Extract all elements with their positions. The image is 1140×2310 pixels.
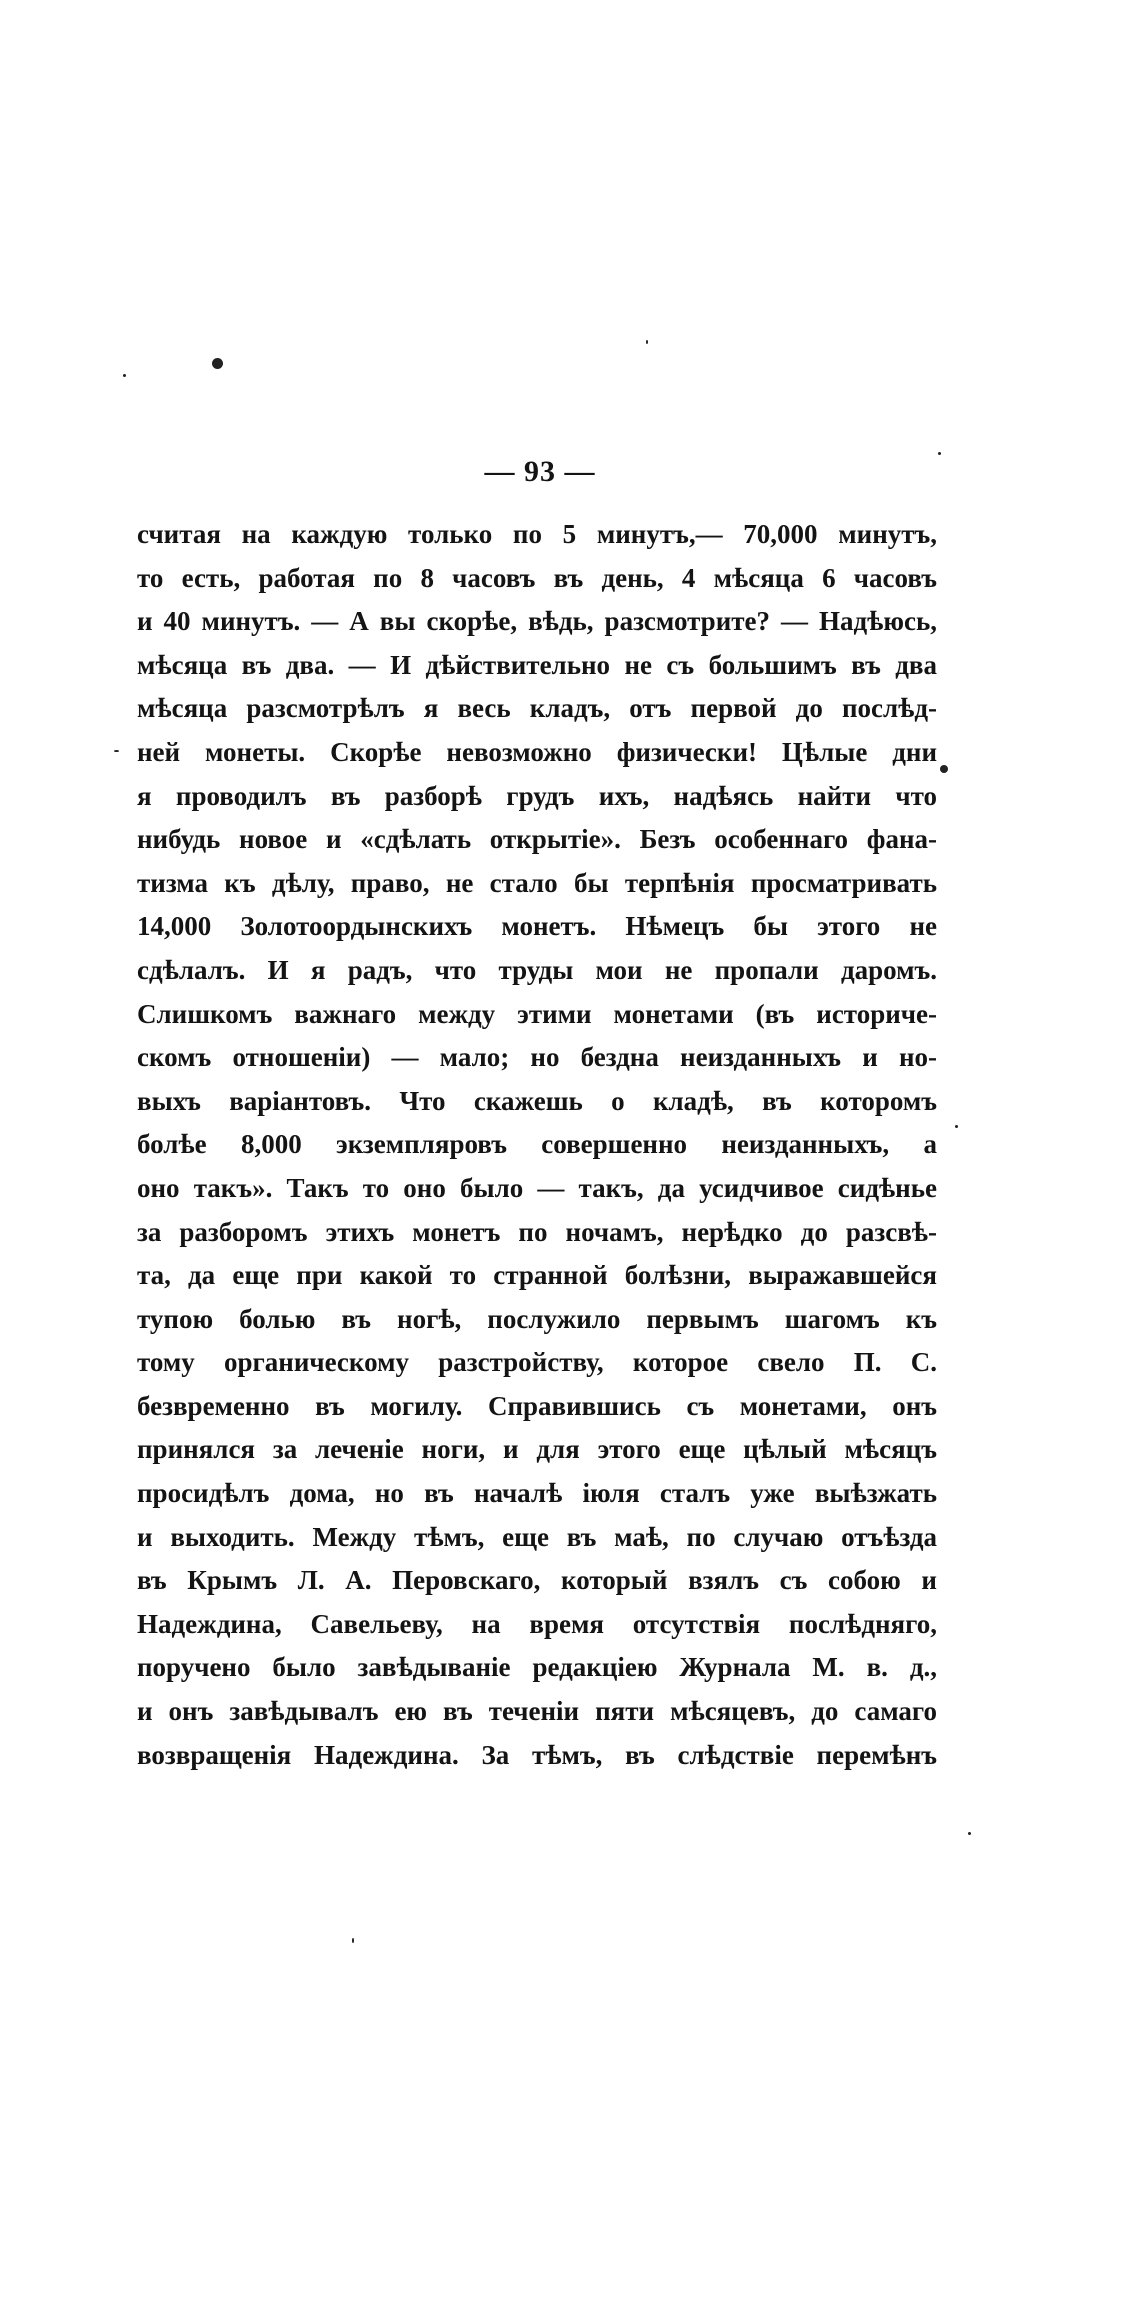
ink-speck [114,750,119,752]
text-line: болѣе 8,000 экземпляровъ совершенно неизданныхъ, а [137,1129,937,1160]
ink-speck [940,765,948,773]
text-line: и 40 минутъ. — А вы скорѣе, вѣдь, разсмотрите? — Надѣюсь, [137,606,937,637]
text-line: мѣсяца разсмотрѣлъ я весь кладъ, отъ первой до послѣд- [137,693,937,724]
text-line: оно такъ». Такъ то оно было — такъ, да усидчивое сидѣнье [137,1172,937,1203]
text-line: выхъ варіантовъ. Что скажешь о кладѣ, въ которомъ [137,1085,937,1116]
page-number: — 93 — [484,455,596,488]
text-line: возвращенія Надеждина. За тѣмъ, въ слѣдствіе перемѣнъ [137,1739,937,1770]
text-line: въ Крымъ Л. А. Перовскаго, который взялъ съ собою и [137,1565,937,1596]
ink-speck [123,374,126,377]
ink-speck [352,1938,354,1943]
text-line: поручено было завѣдываніе редакціею Журнала М. в. д., [137,1652,937,1683]
text-line: и выходить. Между тѣмъ, еще въ маѣ, по случаю отъѣзда [137,1521,937,1552]
text-line: Надеждина, Савельеву, на время отсутствія послѣдняго, [137,1608,937,1639]
text-line: считая на каждую только по 5 минутъ,— 70,000 минутъ, [137,519,937,549]
text-line: 14,000 Золотоордынскихъ монетъ. Нѣмецъ бы этого не [137,911,937,942]
body-text [137,513,937,1777]
ink-speck [212,358,223,369]
ink-speck [646,340,648,344]
text-line: тизма къ дѣлу, право, не стало бы терпѣнія просматривать [137,867,937,898]
text-line: скомъ отношеніи) — мало; но бездна неизданныхъ и но- [137,1042,937,1073]
ink-speck [968,1832,971,1835]
ink-speck [955,1125,958,1128]
text-line: я проводилъ въ разборѣ грудъ ихъ, надѣясь найти что [137,780,937,811]
text-line: просидѣлъ дома, но въ началѣ іюля сталъ уже выѣзжать [137,1478,937,1509]
text-line: нибудь новое и «сдѣлать открытіе». Безъ особеннаго фана- [137,824,937,855]
text-line: ней монеты. Скорѣе невозможно физически! Цѣлые дни [137,736,937,767]
text-line: тому органическому разстройству, которое свело П. С. [137,1347,937,1378]
text-line: тупою болью въ ногѣ, послужило первымъ шагомъ къ [137,1303,937,1334]
text-line: принялся за леченіе ноги, и для этого еще цѣлый мѣсяцъ [137,1434,937,1465]
text-line: за разборомъ этихъ монетъ по ночамъ, нерѣдко до разсвѣ- [137,1216,937,1247]
text-line: то есть, работая по 8 часовъ въ день, 4 мѣсяца 6 часовъ [137,562,937,593]
text-line: и онъ завѣдывалъ ею въ теченіи пяти мѣсяцевъ, до самаго [137,1696,937,1727]
text-line: сдѣлалъ. И я радъ, что труды мои не пропали даромъ. [137,954,937,985]
text-line: мѣсяца въ два. — И дѣйствительно не съ большимъ въ два [137,649,937,680]
text-line: Слишкомъ важнаго между этими монетами (въ историче- [137,998,937,1029]
text-line: та, да еще при какой то странной болѣзни, выражавшейся [137,1260,937,1291]
text-line: безвременно въ могилу. Справившись съ монетами, онъ [137,1390,937,1421]
